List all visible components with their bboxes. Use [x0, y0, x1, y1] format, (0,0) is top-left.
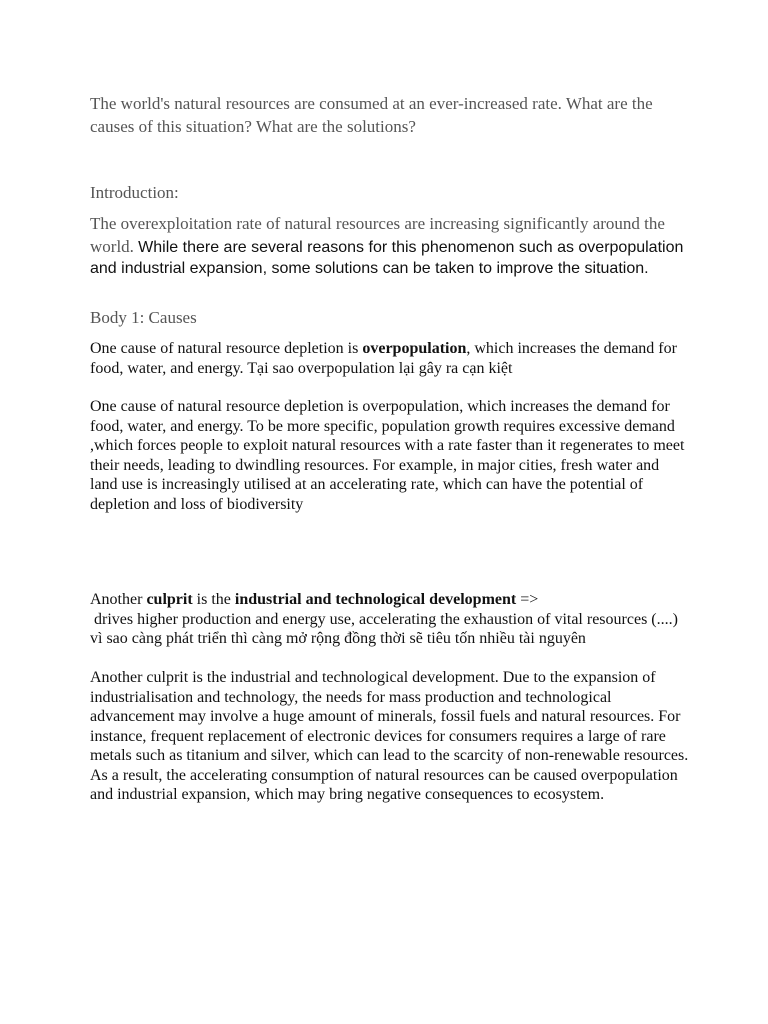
- cause1-paragraph: One cause of natural resource depletion is overpopulation, which increases the demand for food, water, and energy. To be more specific, population growth requires excessive demand ,which forces people to exploit natural resources with a rate faster than it regenerates to meet their needs, leading to dwindling resources. For example, in major cities, fresh water and land use is increasingly utilised at an accelerating rate, which can have the potential of depletion and loss of biodiversity: [90, 398, 685, 513]
- essay-question: The world's natural resources are consumed at an ever-increased rate. What are the causes of this situation? What are the solutions?: [90, 94, 653, 136]
- cause1-note-post: , which increases the demand for food, water, and energy. Tại sao overpopulation lại gây ra cạn kiệt: [90, 340, 677, 377]
- introduction-heading: Introduction:: [90, 183, 179, 202]
- introduction-text-part2: While there are several reasons for this phenomenon such as overpopulation and industrial expansion, some solutions can be taken to improve the situation.: [90, 239, 684, 277]
- cause2-note-arrow: =>: [516, 591, 539, 608]
- cause2-note-pre: Another: [90, 591, 147, 608]
- introduction-paragraph: [90, 212, 690, 279]
- cause2-note: [90, 590, 690, 649]
- body1-heading: Body 1: Causes: [90, 308, 197, 327]
- cause1-note-pre: One cause of natural resource depletion is: [90, 340, 363, 357]
- cause2-note-line1: [90, 590, 690, 610]
- cause1-note-keyword: overpopulation: [362, 340, 467, 357]
- cause2-note-mid: is the: [192, 591, 235, 608]
- introduction-text-part1: The overexploitation rate of natural resources are increasing significantly around the world.: [90, 214, 665, 256]
- cause2-note-keyword1: culprit: [146, 591, 193, 608]
- cause1-note: [90, 339, 690, 378]
- cause2-note-line2: drives higher production and energy use, accelerating the exhaustion of vital resources (....) vì sao càng phát triển thì càng mở rộng đồng thời sẽ tiêu tốn nhiều tài nguyên: [90, 610, 682, 647]
- cause2-note-keyword2: industrial and technological development: [234, 591, 517, 608]
- cause2-paragraph: Another culprit is the industrial and technological development. Due to the expansion of industrialisation and technology, the needs for mass production and technological advancement may involve a huge amount of minerals, fossil fuels and natural resources. For instance, frequent replacement of electronic devices for consumers requires a large of rare metals such as titanium and silver, which can lead to the scarcity of non-renewable resources. As a result, the accelerating consumption of natural resources can be caused overpopulation and industrial expansion, which may bring negative consequences to ecosystem.: [90, 669, 689, 803]
